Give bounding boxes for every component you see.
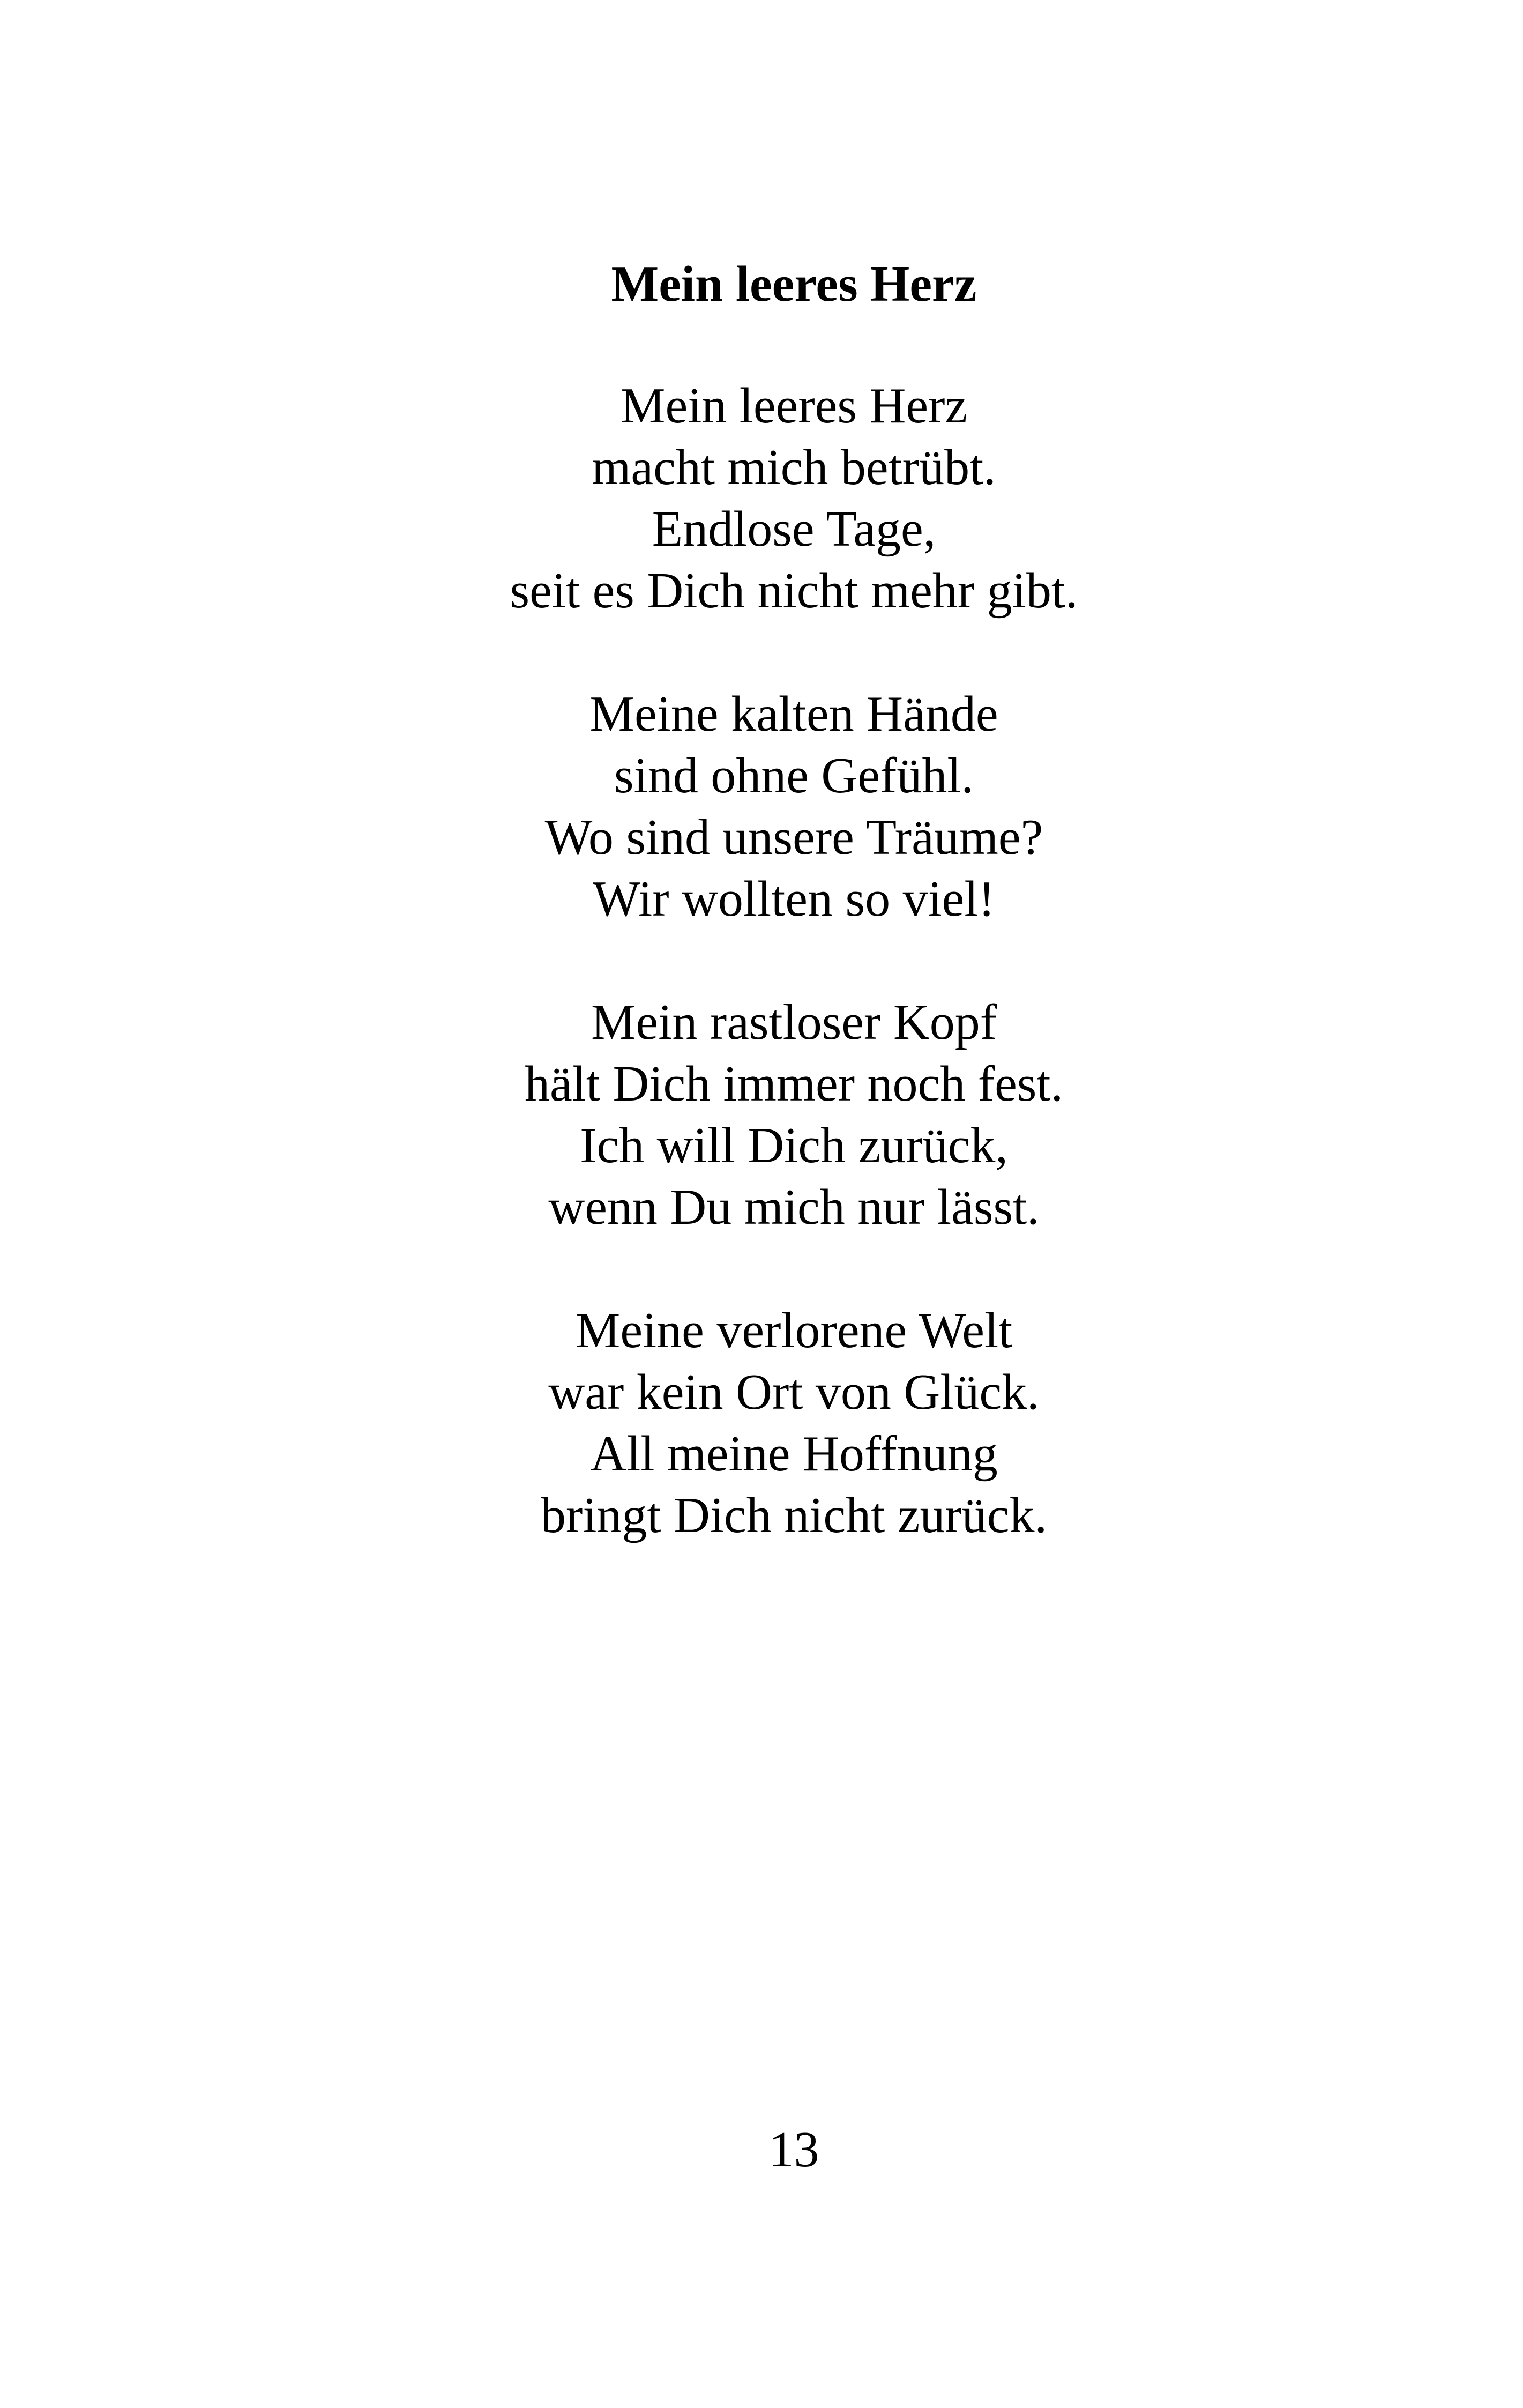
- poem-line: Ich will Dich zurück,: [580, 1118, 1008, 1173]
- poem-line: Meine kalten Hände: [589, 686, 998, 742]
- poem-line: Mein leeres Herz: [620, 378, 968, 434]
- poem-line: macht mich betrübt.: [592, 440, 996, 495]
- stanza: [0, 1300, 1523, 1547]
- poem-line: sind ohne Gefühl.: [614, 748, 974, 804]
- poem-line: seit es Dich nicht mehr gibt.: [510, 563, 1078, 619]
- poem-body: [0, 375, 1523, 1608]
- poem-line: Endlose Tage,: [652, 501, 936, 557]
- stanza: [0, 375, 1523, 622]
- poem-line: Wir wollten so viel!: [593, 871, 995, 927]
- poem-line: Meine verlorene Welt: [575, 1303, 1013, 1358]
- page-number: 13: [768, 2122, 819, 2177]
- poem-line: Wo sind unsere Träume?: [544, 809, 1043, 865]
- poem-line: hält Dich immer noch fest.: [525, 1056, 1063, 1112]
- poem-title: Mein leeres Herz: [611, 256, 977, 312]
- poem-line: bringt Dich nicht zurück.: [541, 1488, 1047, 1543]
- poem-line: wenn Du mich nur lässt.: [548, 1179, 1040, 1235]
- poem-line: All meine Hoffnung: [590, 1426, 998, 1482]
- stanza: [0, 683, 1523, 930]
- stanza: [0, 992, 1523, 1238]
- poem-line: war kein Ort von Glück.: [548, 1364, 1040, 1420]
- poem-line: Mein rastloser Kopf: [591, 994, 997, 1050]
